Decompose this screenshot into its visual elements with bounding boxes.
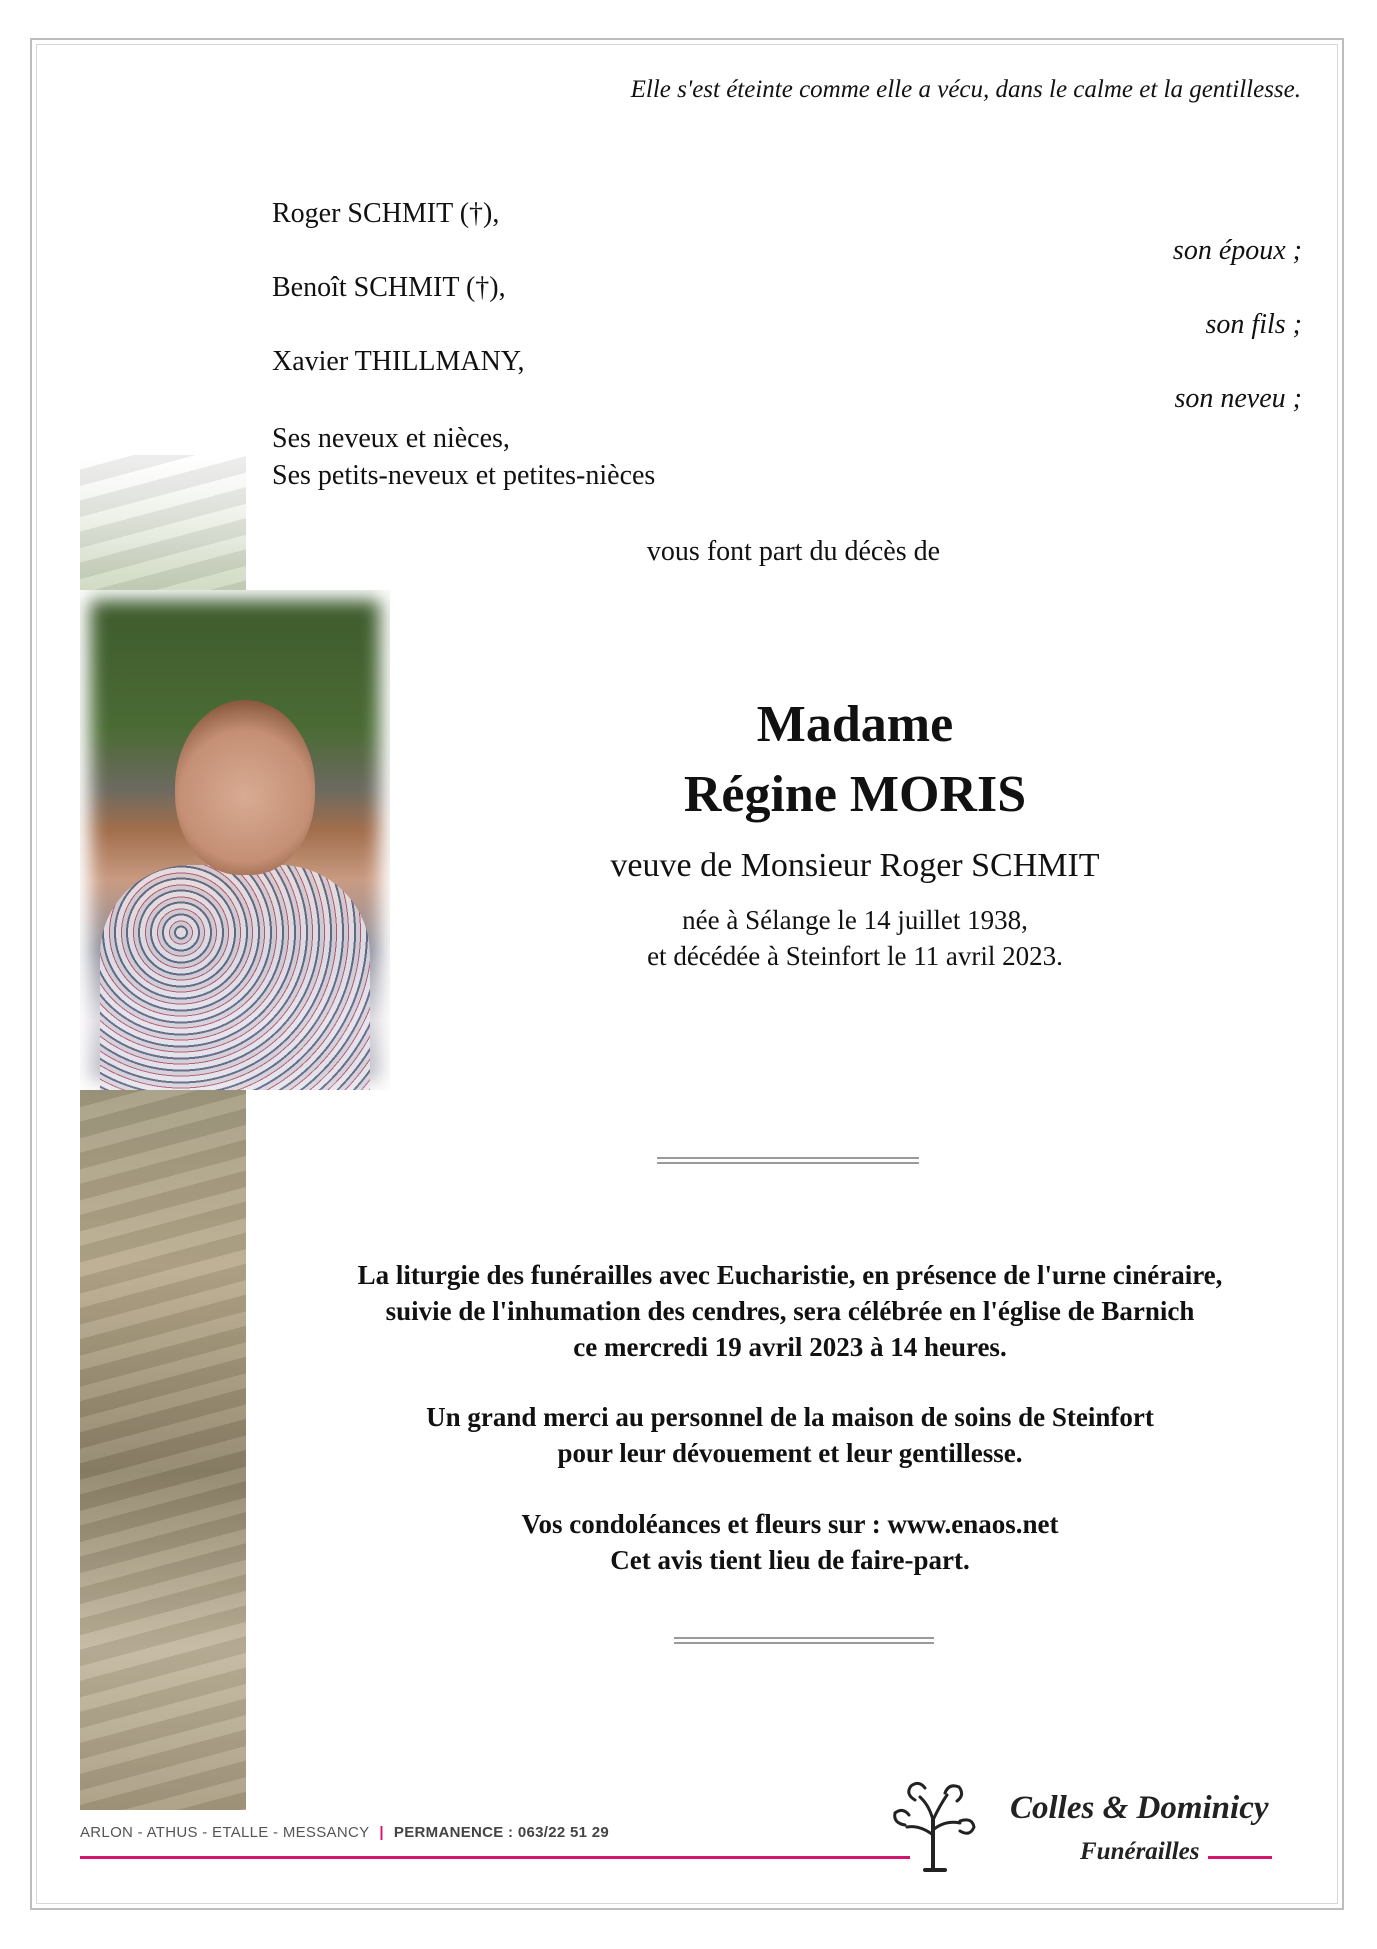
liturgy-text bbox=[250, 1257, 1330, 1365]
footer-permanence: PERMANENCE : 063/22 51 29 bbox=[393, 1824, 609, 1841]
family-list bbox=[272, 198, 1302, 491]
divider bbox=[674, 1637, 934, 1644]
portrait-face bbox=[175, 700, 315, 875]
family-extra-line: Ses neveux et nièces, bbox=[272, 423, 510, 454]
thanks-line: Un grand merci au personnel de la maison de soins de Steinfort bbox=[426, 1402, 1154, 1432]
family-extra-line: Ses petits-neveux et petites-nièces bbox=[272, 460, 656, 491]
liturgy-line: ce mercredi 19 avril 2023 à 14 heures. bbox=[573, 1332, 1007, 1362]
family-member bbox=[272, 346, 1302, 420]
portrait-photo bbox=[80, 590, 390, 1090]
divider bbox=[657, 1157, 919, 1164]
portrait-shirt bbox=[100, 865, 370, 1090]
condolences-text bbox=[250, 1506, 1330, 1578]
family-member-name: Xavier THILLMANY, bbox=[272, 346, 525, 377]
deceased-widow: veuve de Monsieur Roger SCHMIT bbox=[610, 847, 1100, 884]
footer-line-right bbox=[1208, 1856, 1272, 1859]
liturgy-line: La liturgie des funérailles avec Eucharistie, en présence de l'urne cinéraire, bbox=[357, 1260, 1223, 1290]
family-member-role: son fils ; bbox=[1205, 309, 1302, 340]
deceased-name: Régine MORIS bbox=[683, 766, 1027, 823]
liturgy-line: suivie de l'inhumation des cendres, sera célébrée en l'église de Barnich bbox=[385, 1296, 1195, 1326]
thanks-line: pour leur dévouement et leur gentillesse. bbox=[557, 1438, 1023, 1468]
announce-text: vous font part du décès de bbox=[646, 536, 941, 567]
deceased-title: Madame bbox=[756, 696, 954, 753]
brand-subtitle: Funérailles bbox=[1080, 1838, 1200, 1865]
deceased-death: et décédée à Steinfort le 11 avril 2023. bbox=[647, 941, 1063, 971]
condolences-line: Cet avis tient lieu de faire-part. bbox=[610, 1545, 970, 1575]
thanks-text bbox=[250, 1399, 1330, 1471]
family-member-role: son neveu ; bbox=[1174, 383, 1302, 414]
family-member-role: son époux ; bbox=[1172, 235, 1302, 266]
epigraph: Elle s'est éteinte comme elle a vécu, dans le calme et la gentillesse. bbox=[630, 76, 1301, 103]
condolences-line: Vos condoléances et fleurs sur : www.enaos.net bbox=[521, 1509, 1059, 1539]
tree-icon bbox=[885, 1775, 985, 1875]
footer-locations: ARLON - ATHUS - ETALLE - MESSANCY bbox=[80, 1824, 370, 1841]
footer-contact bbox=[80, 1824, 609, 1841]
footer-line bbox=[80, 1856, 910, 1859]
deceased-birth: née à Sélange le 14 juillet 1938, bbox=[682, 905, 1028, 935]
family-member-name: Benoît SCHMIT (†), bbox=[272, 272, 506, 303]
footer-separator: | bbox=[379, 1824, 384, 1841]
family-extra bbox=[272, 420, 655, 494]
family-member bbox=[272, 198, 1302, 272]
family-member-name: Roger SCHMIT (†), bbox=[272, 198, 500, 229]
brand-name: Colles & Dominicy bbox=[1010, 1790, 1269, 1826]
family-member bbox=[272, 272, 1302, 346]
